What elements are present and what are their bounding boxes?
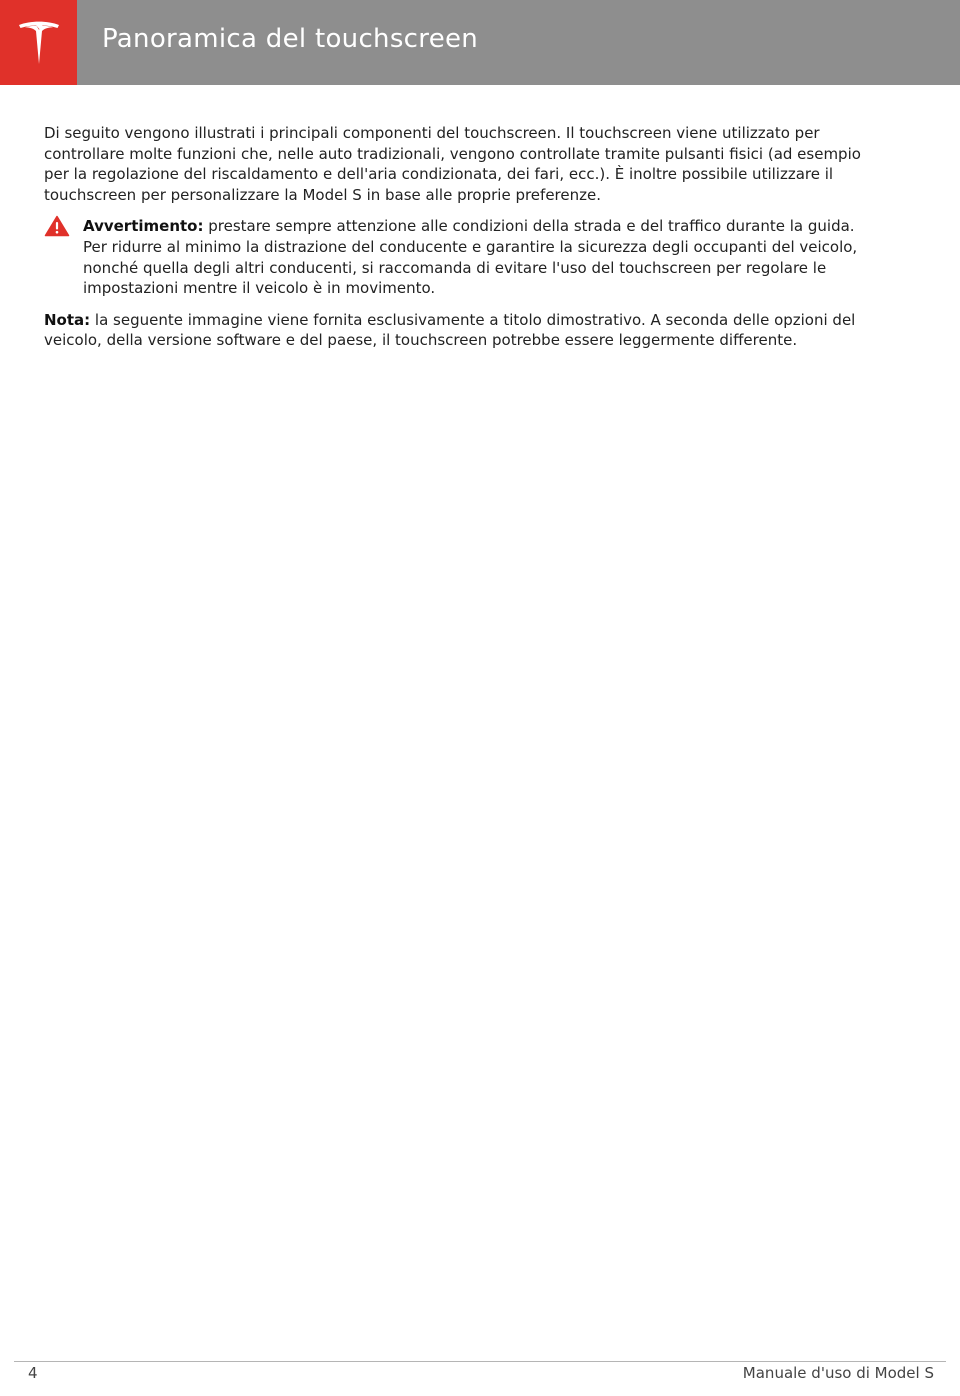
page-number: 4 — [28, 1364, 38, 1382]
note-body: la seguente immagine viene fornita esclusivamente a titolo dimostrativo. A seconda delle opzioni del veicolo, della versione software e del paese, il touchscreen potrebbe essere leggermente differente. — [44, 310, 856, 350]
note-paragraph — [44, 310, 874, 351]
footer-title: Manuale d'uso di Model S — [742, 1364, 934, 1382]
logo-box — [0, 0, 77, 85]
page-content — [44, 123, 874, 351]
title-bar — [77, 0, 960, 85]
warning-block — [44, 216, 874, 298]
warning-body: prestare sempre attenzione alle condizioni della strada e del traffico durante la guida. Per ridurre al minimo la distrazione del conducente e garantire la sicurezza degli occupanti del veicolo, nonché quella degli altri conducenti, si raccomanda di evitare l'uso del touchscreen per regolare le impostazioni mentre il veicolo è in movimento. — [83, 217, 858, 298]
tesla-t-logo-icon — [16, 18, 62, 68]
page-header — [0, 0, 960, 85]
page-title: Panoramica del touchscreen — [102, 23, 479, 54]
warning-text — [83, 216, 874, 298]
intro-paragraph: Di seguito vengono illustrati i principali componenti del touchscreen. Il touchscreen viene utilizzato per controllare molte funzioni che, nelle auto tradizionali, vengono controllate tramite pulsanti fisici (ad esempio per la regolazione del riscaldamento e dell'aria condizionata, dei fari, ecc.). È inoltre possibile utilizzare il touchscreen per personalizzare la Model S in base alle proprie preferenze. — [44, 124, 861, 204]
note-label: Nota: — [44, 310, 91, 329]
warning-label: Avvertimento: — [83, 217, 204, 236]
footer-divider — [14, 1361, 946, 1362]
warning-triangle-icon — [44, 215, 70, 237]
